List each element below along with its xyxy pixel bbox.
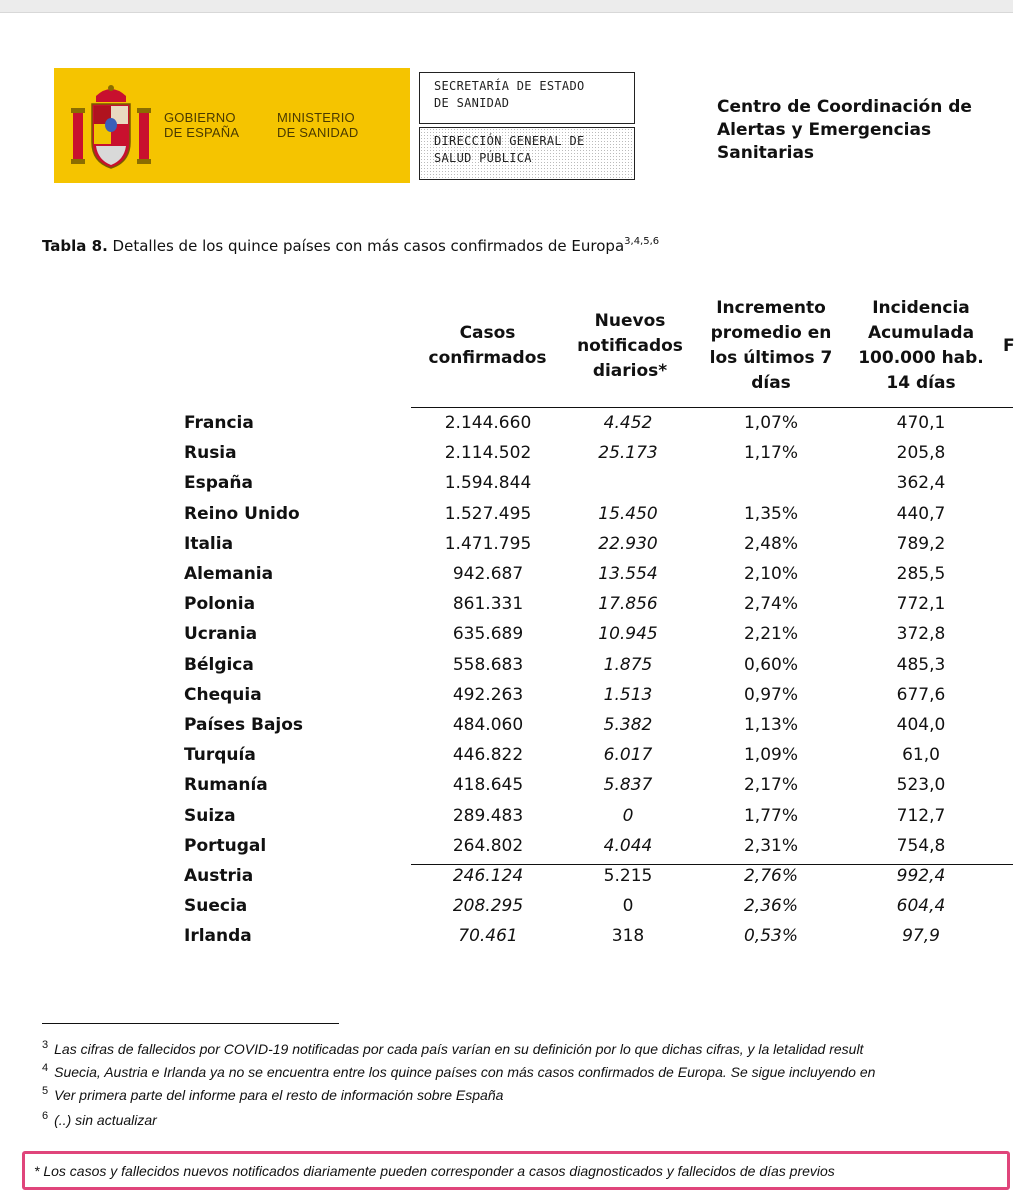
nuevos-cell: 13.554 <box>598 564 658 584</box>
incremento-cell: 1,35% <box>743 503 798 524</box>
table-row <box>0 681 1013 711</box>
table-row <box>0 892 1013 922</box>
incremento-cell: 2,21% <box>743 624 798 645</box>
table-row <box>0 832 1013 862</box>
casos-cell: 861.331 <box>452 594 524 615</box>
nuevos-cell: 1.513 <box>603 684 653 705</box>
table-row <box>0 651 1013 681</box>
footnote-6: $^6$ (..) sin actualizar <box>42 1110 157 1128</box>
header-incidencia: Incidencia Acumulada 100.000 hab. 14 días <box>858 298 984 393</box>
incremento-cell: 0,60% <box>743 654 798 675</box>
incidencia-cell: 604,4 <box>896 896 946 917</box>
casos-cell: 208.295 <box>452 896 524 917</box>
secretaria-box: SECRETARÍA DE ESTADO DE SANIDAD <box>419 72 635 124</box>
casos-cell: 246.124 <box>452 866 524 886</box>
incremento-cell: 1,77% <box>743 805 798 826</box>
incidencia-cell: 789,2 <box>896 533 946 554</box>
incidencia-cell: 523,0 <box>896 775 946 796</box>
table-row <box>0 409 1013 439</box>
table-row <box>0 620 1013 650</box>
country-cell: Austria <box>184 866 254 886</box>
nuevos-cell: 15.450 <box>598 503 658 524</box>
caption-text: Detalles de los quince países con más casos confirmados de Europa <box>107 237 625 255</box>
incidencia-cell: 440,7 <box>896 503 946 524</box>
incremento-cell: 1,07% <box>743 413 798 433</box>
caption-refs: 3,4,5,6 <box>624 236 660 247</box>
table-row <box>0 469 1013 499</box>
country-cell: Portugal <box>184 835 267 856</box>
casos-cell: 418.645 <box>452 775 524 796</box>
table-row <box>0 560 1013 590</box>
incremento-cell: 2,48% <box>743 533 798 554</box>
incremento-cell: 2,31% <box>743 835 798 856</box>
country-cell: Reino Unido <box>184 503 300 524</box>
incremento-cell: 2,74% <box>743 594 798 615</box>
casos-cell: 446.822 <box>452 745 524 766</box>
country-cell: Rusia <box>184 443 237 464</box>
casos-cell: 1.527.495 <box>444 503 532 524</box>
casos-cell: 264.802 <box>452 835 524 856</box>
casos-cell: 2.114.502 <box>444 443 532 464</box>
country-cell: Bélgica <box>184 654 254 675</box>
government-logo <box>54 68 410 183</box>
incidencia-cell: 61,0 <box>902 745 940 766</box>
caption-label: Tabla 8. <box>42 237 108 255</box>
table-row <box>0 771 1013 801</box>
table-row <box>0 862 1013 892</box>
nuevos-cell: 318 <box>611 926 645 947</box>
casos-cell: 635.689 <box>452 624 524 645</box>
table-row <box>0 590 1013 620</box>
incidencia-cell: 754,8 <box>896 835 946 856</box>
country-cell: Rumanía <box>184 775 268 796</box>
table-row <box>0 802 1013 832</box>
casos-cell: 2.144.660 <box>444 413 532 433</box>
header-truncated: F <box>1003 336 1015 356</box>
nuevos-cell: 6.017 <box>603 745 653 766</box>
nuevos-cell: 22.930 <box>598 533 658 554</box>
table-caption <box>42 236 659 255</box>
table-row <box>0 711 1013 741</box>
casos-cell: 1.594.844 <box>444 473 532 494</box>
incremento-cell: 2,76% <box>743 866 798 886</box>
incidencia-cell: 470,1 <box>896 413 946 433</box>
incremento-cell: 0,53% <box>743 926 798 947</box>
gobierno-text: GOBIERNO DE ESPAÑA <box>164 110 240 140</box>
incidencia-cell: 97,9 <box>902 926 940 947</box>
incidencia-cell: 772,1 <box>896 594 946 615</box>
incidencia-cell: 285,5 <box>896 564 946 584</box>
direccion-box: DIRECCIÓN GENERAL DE SALUD PÚBLICA <box>419 127 635 180</box>
nuevos-cell: 4.452 <box>603 413 653 433</box>
nuevos-cell: 5.382 <box>603 715 653 735</box>
table-row <box>0 922 1013 952</box>
footnote-5: $^5$ Ver primera parte del informe para el resto de información sobre España <box>42 1085 504 1103</box>
highlighted-footnote: * Los casos y fallecidos nuevos notificados diariamente pueden corresponder a casos diagnosticados y fallecidos de días previos <box>22 1151 1010 1190</box>
incremento-cell: 1,13% <box>743 715 798 735</box>
incidencia-cell: 372,8 <box>896 624 946 645</box>
country-cell: Países Bajos <box>184 715 304 735</box>
incremento-cell: 2,17% <box>743 775 798 796</box>
coat-of-arms-icon <box>70 82 152 172</box>
casos-cell: 484.060 <box>452 715 524 735</box>
footnote-separator <box>42 1023 339 1024</box>
browser-top-bar <box>0 0 1013 13</box>
header-casos: Casos confirmados <box>428 323 547 368</box>
casos-cell: 492.263 <box>452 684 524 705</box>
footnote-3: $^3$ Las cifras de fallecidos por COVID-19 notificadas por cada país varían en su definición por lo que dichas cifras, y la letalidad result <box>42 1039 864 1057</box>
incidencia-cell: 404,0 <box>896 715 946 735</box>
incidencia-cell: 485,3 <box>896 654 946 675</box>
header-incremento: Incremento promedio en los últimos 7 días <box>709 298 833 393</box>
ministerio-text: MINISTERIO DE SANIDAD <box>277 110 359 140</box>
centro-title: Centro de Coordinación de Alertas y Emergencias Sanitarias <box>717 97 972 163</box>
nuevos-cell: 5.837 <box>603 775 653 796</box>
country-cell: Ucrania <box>184 624 258 645</box>
nuevos-cell: 4.044 <box>603 835 653 856</box>
incidencia-cell: 712,7 <box>896 805 946 826</box>
top15-rule <box>411 864 1013 865</box>
country-cell: Turquía <box>184 745 256 766</box>
nuevos-cell: 5.215 <box>603 866 653 886</box>
incremento-cell: 0,97% <box>743 684 798 705</box>
header-nuevos: Nuevos notificados diarios* <box>577 311 683 381</box>
country-cell: Polonia <box>184 594 256 615</box>
incidencia-cell: 362,4 <box>896 473 946 494</box>
country-cell: Italia <box>184 533 234 554</box>
incremento-cell: 2,36% <box>743 896 798 917</box>
nuevos-cell: 1.875 <box>603 654 653 675</box>
header-rule <box>411 407 1013 408</box>
table-row <box>0 500 1013 530</box>
casos-cell: 1.471.795 <box>444 533 532 554</box>
incidencia-cell: 677,6 <box>896 684 946 705</box>
incremento-cell: 1,17% <box>743 443 798 464</box>
country-cell: Suiza <box>184 805 236 826</box>
footnote-4: $^4$ Suecia, Austria e Irlanda ya no se encuentra entre los quince países con más casos confirmados de Europa. Se sigue incluyendo en <box>42 1062 876 1080</box>
incremento-cell: 2,10% <box>743 564 798 584</box>
casos-cell: 289.483 <box>452 805 524 826</box>
incidencia-cell: 992,4 <box>896 866 946 886</box>
nuevos-cell: 0 <box>622 896 634 917</box>
table-row <box>0 439 1013 469</box>
country-cell: Alemania <box>184 564 274 584</box>
casos-cell: 70.461 <box>458 926 518 947</box>
nuevos-cell: 17.856 <box>598 594 658 615</box>
country-cell: Chequia <box>184 684 262 705</box>
table-row <box>0 530 1013 560</box>
table-row <box>0 741 1013 771</box>
incremento-cell: 1,09% <box>743 745 798 766</box>
country-cell: Suecia <box>184 896 248 917</box>
incidencia-cell: 205,8 <box>896 443 946 464</box>
country-cell: España <box>184 473 253 494</box>
casos-cell: 942.687 <box>452 564 524 584</box>
country-cell: Irlanda <box>184 926 252 947</box>
nuevos-cell: 10.945 <box>598 624 658 645</box>
nuevos-cell: 0 <box>622 805 634 826</box>
casos-cell: 558.683 <box>452 654 524 675</box>
country-cell: Francia <box>184 413 254 433</box>
nuevos-cell: 25.173 <box>598 443 658 464</box>
